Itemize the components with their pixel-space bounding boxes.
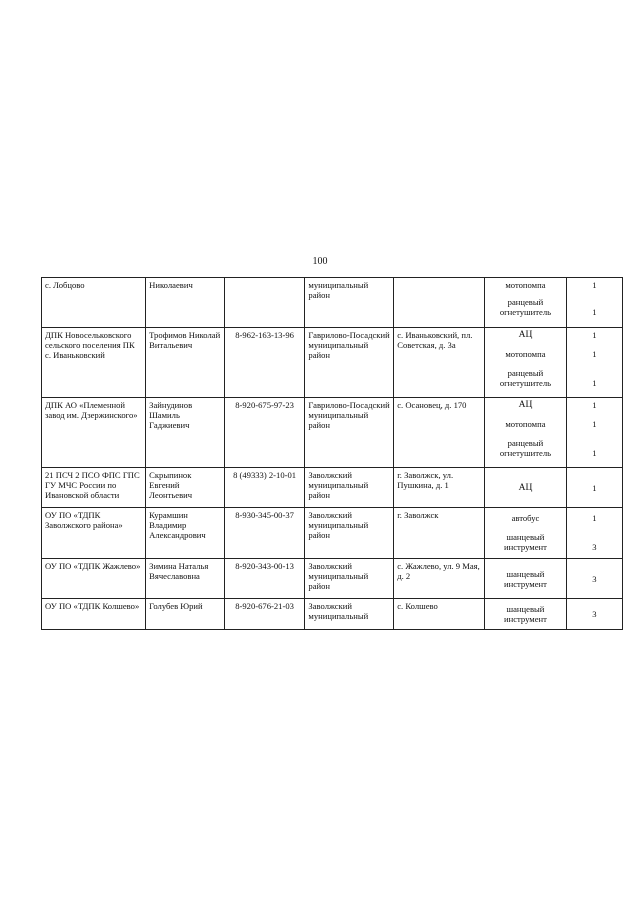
phone-cell: 8-920-675-97-23 <box>224 398 305 468</box>
person-cell: Зайнудинов Шамиль Гаджиевич <box>146 398 225 468</box>
quantity-cell <box>566 559 622 599</box>
equipment-item: АЦ <box>518 330 533 340</box>
org-cell: ДПК АО «Племенной завод им. Дзержинского» <box>42 398 146 468</box>
quantity-item: 1 <box>592 419 597 429</box>
region-cell: муниципальный район <box>305 278 394 328</box>
person-cell: Курамшин Владимир Александрович <box>146 508 225 559</box>
phone-cell <box>224 278 305 328</box>
phone-cell: 8 (49333) 2-10-01 <box>224 468 305 508</box>
quantity-item: 1 <box>592 448 597 458</box>
table-row <box>42 559 623 599</box>
org-cell: с. Лобцово <box>42 278 146 328</box>
phone-cell: 8-930-345-00-37 <box>224 508 305 559</box>
equipment-item: шанцевый инструмент <box>504 568 547 589</box>
quantity-item: 3 <box>592 609 597 619</box>
phone-cell: 8-920-343-00-13 <box>224 559 305 599</box>
region-cell: Гаврилово-Посадский муниципальный район <box>305 328 394 398</box>
address-cell <box>394 278 485 328</box>
table-row <box>42 508 623 559</box>
quantity-item: 1 <box>592 307 597 317</box>
org-cell: ДПК Новосельковского сельского поселения ПК с. Иваньковский <box>42 328 146 398</box>
equipment-cell <box>485 599 567 630</box>
equipment-cell <box>485 508 567 559</box>
phone-cell: 8-920-676-21-03 <box>224 599 305 630</box>
region-cell: Заволжский муниципальный район <box>305 508 394 559</box>
equipment-item: шанцевый инструмент <box>504 532 547 552</box>
equipment-cell <box>485 559 567 599</box>
quantity-item: 1 <box>592 349 597 359</box>
quantity-item: 1 <box>592 400 597 410</box>
equipment-item: ранцевый огнетушитель <box>499 297 552 317</box>
table-row <box>42 599 623 630</box>
region-cell: Заволжский муниципальный <box>305 599 394 630</box>
quantity-item: 1 <box>592 378 597 388</box>
quantity-item: 1 <box>592 330 597 340</box>
quantity-item: 1 <box>592 482 597 493</box>
quantity-cell <box>566 508 622 559</box>
equipment-item: ранцевый огнетушитель <box>499 368 552 388</box>
org-cell: ОУ ПО «ТДПК Заволжского района» <box>42 508 146 559</box>
quantity-cell <box>566 468 622 508</box>
table-row <box>42 468 623 508</box>
region-cell: Заволжский муниципальный район <box>305 468 394 508</box>
quantity-item: 1 <box>592 280 597 290</box>
quantity-item: 1 <box>592 513 597 523</box>
equipment-item: шанцевый инструмент <box>504 604 547 624</box>
equipment-item: ранцевый огнетушитель <box>499 438 552 458</box>
quantity-cell <box>566 278 622 328</box>
equipment-item: мотопомпа <box>505 419 546 429</box>
quantity-cell <box>566 599 622 630</box>
equipment-cell <box>485 398 567 468</box>
address-cell: с. Иваньковский, пл. Советская, д. 3а <box>394 328 485 398</box>
region-cell: Гаврилово-Посадский муниципальный район <box>305 398 394 468</box>
equipment-table <box>41 277 623 630</box>
org-cell: ОУ ПО «ТДПК Колшево» <box>42 599 146 630</box>
org-cell: ОУ ПО «ТДПК Жажлево» <box>42 559 146 599</box>
table-row <box>42 398 623 468</box>
quantity-item: 3 <box>592 542 597 552</box>
equipment-item: мотопомпа <box>505 349 546 359</box>
address-cell: г. Заволжск, ул. Пушкина, д. 1 <box>394 468 485 508</box>
person-cell: Николаевич <box>146 278 225 328</box>
equipment-cell <box>485 468 567 508</box>
person-cell: Голубев Юрий <box>146 599 225 630</box>
person-cell: Зимина Наталья Вячеславовна <box>146 559 225 599</box>
equipment-item: АЦ <box>518 482 533 493</box>
equipment-item: АЦ <box>518 400 533 410</box>
equipment-item: мотопомпа <box>505 280 546 290</box>
phone-cell: 8-962-163-13-96 <box>224 328 305 398</box>
person-cell: Скрыпинок Евгений Леонтьевич <box>146 468 225 508</box>
equipment-cell <box>485 328 567 398</box>
equipment-cell <box>485 278 567 328</box>
address-cell: с. Колшево <box>394 599 485 630</box>
address-cell: с. Осановец, д. 170 <box>394 398 485 468</box>
address-cell: с. Жажлево, ул. 9 Мая, д. 2 <box>394 559 485 599</box>
region-cell: Заволжский муниципальный район <box>305 559 394 599</box>
quantity-cell <box>566 398 622 468</box>
org-cell: 21 ПСЧ 2 ПСО ФПС ГПС ГУ МЧС России по Ивановской области <box>42 468 146 508</box>
table-row <box>42 278 623 328</box>
table-row <box>42 328 623 398</box>
person-cell: Трофимов Николай Витальевич <box>146 328 225 398</box>
quantity-cell <box>566 328 622 398</box>
address-cell: г. Заволжск <box>394 508 485 559</box>
page-number: 100 <box>312 256 328 267</box>
equipment-item: автобус <box>511 513 540 523</box>
quantity-item: 3 <box>592 573 597 584</box>
